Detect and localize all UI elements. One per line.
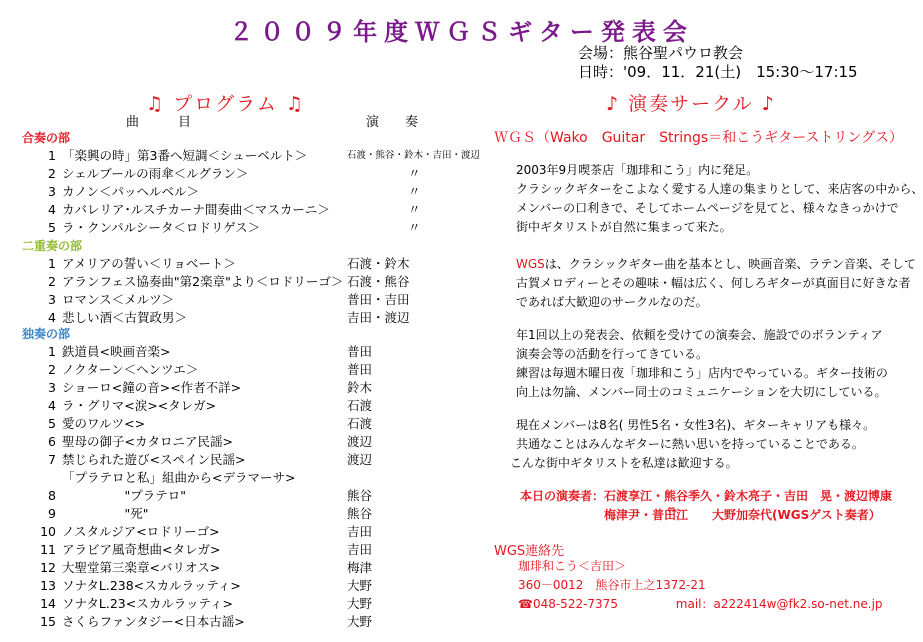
text-line: メンバーの口利きで、そしてホームページを見てと、様々なきっかけで — [516, 201, 899, 215]
program-performer: 石渡 — [347, 398, 373, 413]
program-title: 聖母の御子<カタロニア民謡> — [62, 434, 233, 449]
program-performer: 〃 — [408, 202, 421, 217]
text-fragment: は、クラシックギター曲を基本とし、映画音楽、ラテン音楽、そして — [544, 257, 916, 271]
program-row — [22, 613, 492, 631]
program-title: カノン＜パッヘルベル＞ — [62, 184, 200, 199]
program-title: 「楽興の時」第3番へ短調＜シューベルト＞ — [62, 148, 308, 163]
contact-phone: ☎048-522-7375 — [518, 597, 618, 611]
contact-heading: WGS連絡先 — [494, 544, 565, 559]
program-row — [22, 343, 492, 361]
program-title: 大聖堂第三楽章<バリオス> — [62, 560, 221, 575]
program-performer: 渡辺 — [347, 452, 373, 467]
program-title: アメリアの誓い＜リョベート＞ — [62, 256, 236, 271]
program-row — [22, 595, 492, 613]
wgs-label: WGS — [516, 257, 545, 271]
venue-place: 会場：熊谷聖パウロ教会 — [578, 44, 744, 62]
program-performer: 吉田・渡辺 — [347, 310, 410, 325]
program-title: ラ・クンパルシータ＜ロドリゲス＞ — [62, 220, 261, 235]
program-number: 2 — [48, 274, 56, 289]
program-title: "死" — [62, 506, 149, 521]
program-performer: 熊谷 — [347, 488, 373, 503]
program-title: ノスタルジア<ロドリーゴ> — [62, 524, 220, 539]
program-performer: 普田・吉田 — [347, 292, 410, 307]
text-line: クラシックギターをこよなく愛する人達の集まりとして、来店客の中から、 — [516, 182, 923, 196]
column-header-song: 曲 目 — [126, 115, 192, 130]
program-number: 4 — [48, 202, 56, 217]
section-heading: 二重奏の部 — [22, 239, 83, 253]
program-number: 1 — [48, 148, 56, 163]
program-row — [22, 219, 492, 237]
program-row — [22, 379, 492, 397]
program-number: 3 — [48, 292, 56, 307]
program-title: ロマンス＜メルツ＞ — [62, 292, 175, 307]
program-title: 愛のワルツ<> — [62, 416, 146, 431]
program-row — [22, 273, 492, 291]
program-title: カバレリア･ルスチカーナ間奏曲＜マスカーニ＞ — [62, 202, 330, 217]
program-number: 14 — [40, 596, 56, 611]
program-row — [22, 577, 492, 595]
program-title: ショーロ<鐘の音><作者不詳> — [62, 380, 242, 395]
program-row — [22, 505, 492, 523]
circle-members — [510, 416, 876, 473]
program-number: 4 — [48, 310, 56, 325]
text-line: であれば大歓迎のサークルなのだ。 — [516, 295, 708, 309]
program-title: 禁じられた遊び<スペイン民謡> — [62, 452, 246, 467]
program-row — [22, 397, 492, 415]
program-number: 2 — [48, 166, 56, 181]
text-line: 演奏会等の活動を行ってきている。 — [516, 347, 709, 361]
program-heading: ♫ プログラム ♫ — [146, 93, 305, 115]
program-row — [22, 523, 492, 541]
contact-address: 360－0012 熊谷市上之1372-21 — [518, 578, 706, 592]
program-row — [22, 361, 492, 379]
section-heading: 合奏の部 — [22, 131, 71, 145]
venue-datetime: 日時：'09．11．21(土) 15:30～17:15 — [578, 63, 858, 81]
circle-genres — [516, 255, 916, 312]
program-performer: 渡辺 — [347, 434, 373, 449]
program-performer: 梅津 — [347, 560, 373, 575]
program-row — [22, 451, 492, 469]
program-number: 2 — [48, 362, 56, 377]
program-number: 10 — [40, 524, 56, 539]
program-performer: 石渡・鈴木 — [347, 256, 410, 271]
text-line: こんな街中ギタリストを私達は歓迎する。 — [510, 456, 738, 470]
text-line: 2003年9月喫茶店「珈琲和こう」内に発足。 — [516, 163, 759, 177]
program-row — [22, 183, 492, 201]
circle-intro — [516, 161, 923, 237]
program-row — [22, 147, 492, 165]
program-performer: 鈴木 — [347, 380, 373, 395]
text-line — [516, 255, 916, 274]
program-performer: 大野 — [347, 596, 373, 611]
program-performer: 〃 — [408, 184, 421, 199]
program-row — [22, 201, 492, 219]
program-performer: 普田 — [347, 362, 373, 377]
program-performer: 〃 — [408, 220, 421, 235]
program-title: ノクターン＜ヘンツエ＞ — [62, 362, 199, 377]
program-row — [22, 487, 492, 505]
circle-heading: ♪ 演奏サークル ♪ — [606, 93, 776, 115]
program-title: 鉄道員<映画音楽> — [62, 344, 171, 359]
text-line: 練習は毎週木曜日夜「珈琲和こう」店内でやっている。ギター技術の — [516, 366, 888, 380]
program-title: シェルブールの雨傘＜ルグラン＞ — [62, 166, 249, 181]
program-number: 12 — [40, 560, 56, 575]
program-number: 7 — [48, 452, 56, 467]
program-row — [22, 559, 492, 577]
text-line: 年1回以上の発表会、依頼を受けての演奏会、施設でのボランティア — [516, 328, 883, 342]
program-row — [22, 291, 492, 309]
contact-name: 珈琲和こう＜吉田＞ — [518, 559, 627, 573]
program-title: ソナタL.238<スカルラッティ> — [62, 578, 241, 593]
contact-phone-mail — [518, 595, 883, 614]
program-row — [22, 433, 492, 451]
program-title: さくらファンタジー<日本古謡> — [62, 614, 245, 629]
program-number: 9 — [48, 506, 56, 521]
contact-details — [518, 557, 883, 614]
program-row — [22, 255, 492, 273]
venue-info — [578, 44, 858, 82]
program-number: 13 — [40, 578, 56, 593]
section-heading: 独奏の部 — [22, 327, 71, 341]
text-line: 古賀メロディーとその趣味・幅は広く、何しろギターが真面目に好きな者 — [516, 276, 911, 290]
program-title: アランフェス協奏曲"第2楽章"より＜ロドリーゴ＞ — [62, 274, 344, 289]
text-line: 向上は勿論、メンバー同士のコミュニケーションを大切にしている。 — [516, 385, 887, 399]
performers-line-2: 梅津尹・普田໊江 大野加奈代(WGSゲスト奏者） — [604, 508, 881, 522]
program-number: 15 — [40, 614, 56, 629]
text-line: 共通なことはみんなギターに熱い思いを持っていることである。 — [516, 437, 864, 451]
program-title: 悲しい酒＜古賀政男＞ — [62, 310, 188, 325]
program-number: 3 — [48, 184, 56, 199]
program-performer: 熊谷 — [347, 506, 373, 521]
program-row — [22, 165, 492, 183]
program-performer: 石渡・熊谷・鈴木・吉田・渡辺 — [347, 150, 481, 161]
program-number: 6 — [48, 434, 56, 449]
circle-activities — [516, 326, 888, 402]
program-row — [22, 415, 492, 433]
program-performer: 大野 — [347, 614, 373, 629]
text-line: 現在メンバーは8名( 男性5名・女性3名)、ギターキャリアも様々。 — [516, 418, 876, 432]
program-title: アラビア風奇想曲<タレガ> — [62, 542, 221, 557]
program-title: "プラテロ" — [62, 488, 186, 503]
program-row — [22, 541, 492, 559]
performers-line-1: 本日の演奏者：石渡享江・熊谷季久・鈴木亮子・吉田 晃・渡辺博康 — [520, 489, 893, 503]
program-performer: 〃 — [408, 166, 421, 181]
program-number: 8 — [48, 488, 56, 503]
program-number: 4 — [48, 398, 56, 413]
program-title: ソナタL.23<スカルラッティ> — [62, 596, 233, 611]
program-performer: 普田 — [347, 344, 373, 359]
program-number: 5 — [48, 220, 56, 235]
program-number: 1 — [48, 256, 56, 271]
program-number: 11 — [40, 542, 56, 557]
program-performer: 石渡・熊谷 — [347, 274, 410, 289]
contact-mail[interactable]: mail：a222414w@fk2.so-net.ne.jp — [675, 597, 883, 611]
program-number: 3 — [48, 380, 56, 395]
column-header-performer: 演 奏 — [366, 115, 419, 130]
program-title: ラ・グリマ<涙><タレガ> — [62, 398, 217, 413]
program-performer: 石渡 — [347, 416, 373, 431]
program-performer: 吉田 — [347, 524, 373, 539]
program-number: 1 — [48, 344, 56, 359]
program-row — [22, 469, 492, 487]
program-number: 5 — [48, 416, 56, 431]
program-performer: 大野 — [347, 578, 373, 593]
text-line: 街中ギタリストが自然に集まって来た。 — [516, 220, 732, 234]
circle-name: ＷＧＳ（Wako Guitar Strings＝和こうギターストリングス） — [494, 130, 903, 146]
program-row — [22, 309, 492, 327]
program-title: 「プラテロと私」組曲から<デラマーサ> — [62, 470, 296, 485]
page-title: ２００９年度ＷＧＳギター発表会 — [229, 17, 694, 46]
program-performer: 吉田 — [347, 542, 373, 557]
